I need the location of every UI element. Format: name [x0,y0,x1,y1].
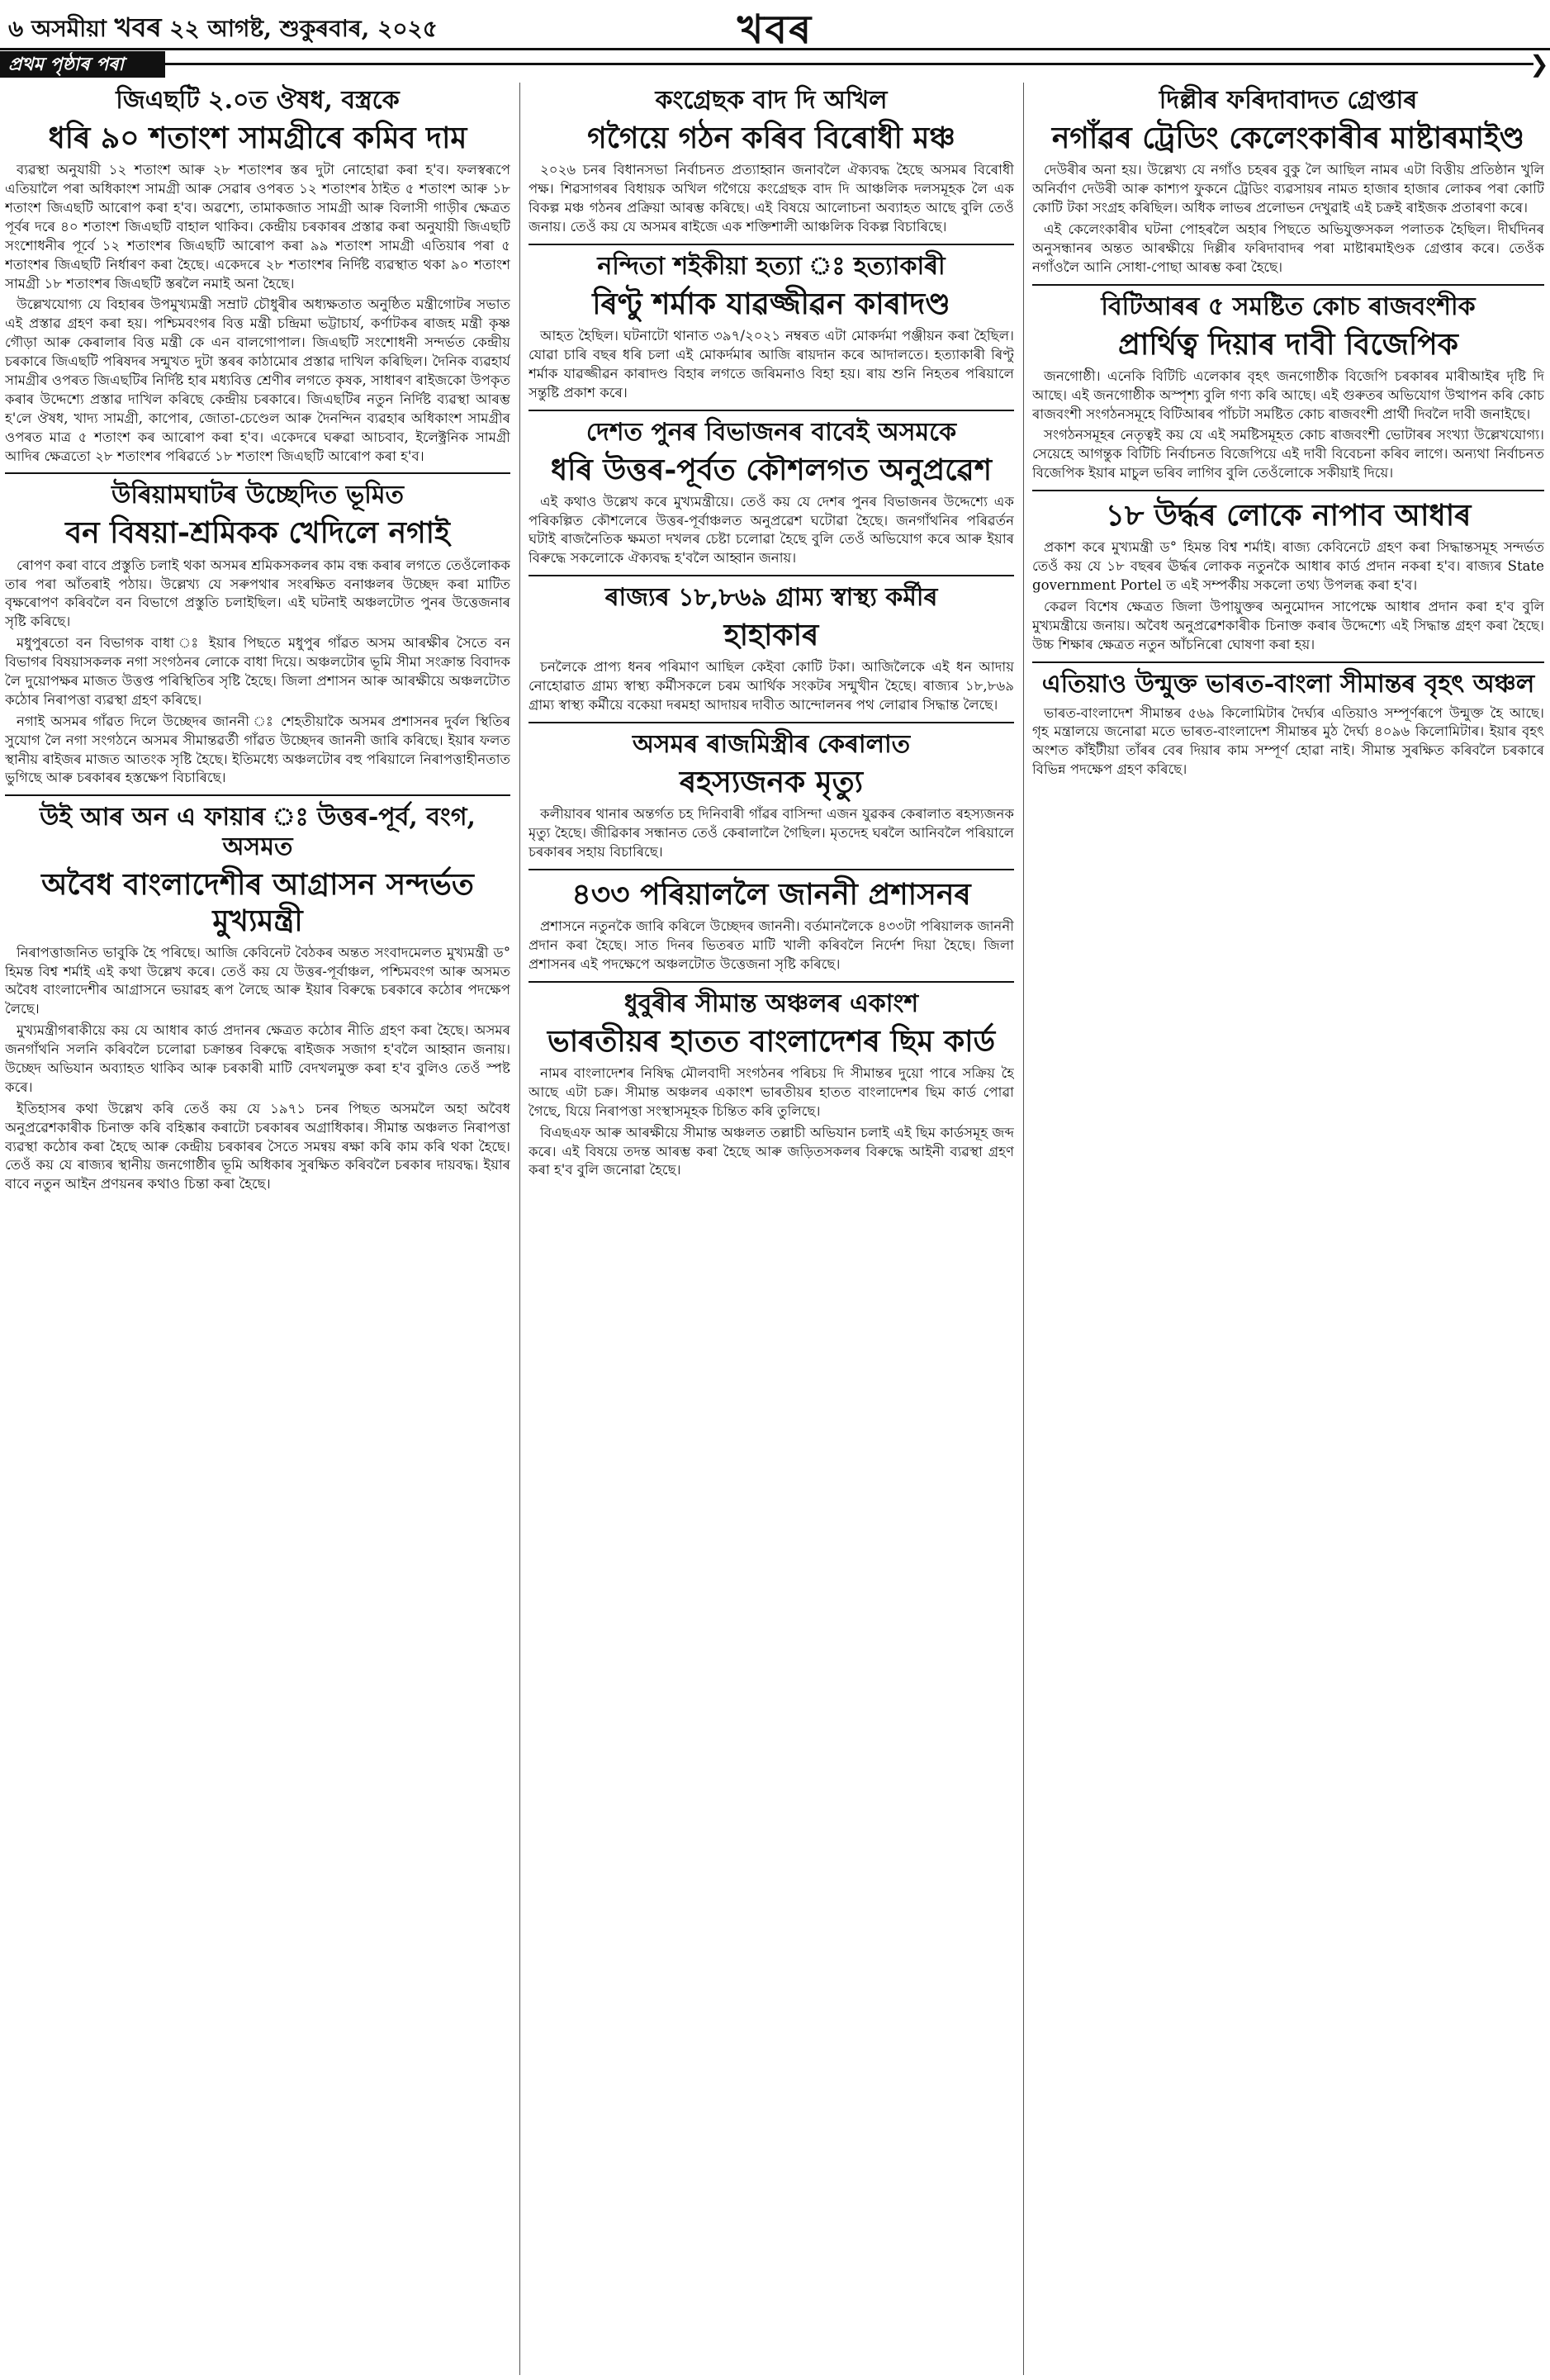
story-kicker: এতিয়াও উন্মুক্ত ভাৰত-বাংলা সীমান্তৰ বৃহৎ অঞ্চল [1041,669,1535,699]
story-aadhaar [1032,498,1544,655]
paragraph: আহত হৈছিল। ঘটনাটো থানাত ৩৯৭/২০২১ নম্বৰত এটা মোকৰ্দমা পঞ্জীয়ন কৰা হৈছিল। যোৱা চাৰি বছৰ ধৰি চলা এই মোকৰ্দমাৰ আজি ৰায়দান কৰে আদালতে। হত্যাকাৰী ৰিণ্টু শৰ্মাক যাৱজ্জীৱন কাৰাদণ্ড বিহাৰ লগতে জৰিমনাও বিহা হয়। ৰায় শুনি নিহতৰ পৰিয়ালে সন্তুষ্টি প্ৰকাশ কৰে। [529,327,1014,401]
paragraph: প্ৰশাসনে নতুনকৈ জাৰি কৰিলে উচ্ছেদৰ জাননী। বৰ্তমানলৈকে ৪৩৩টা পৰিয়ালক জাননী প্ৰদান কৰা হৈছে। সাত দিনৰ ভিতৰত মাটি খালী কৰিবলৈ নিৰ্দেশ দিয়া হৈছে। জিলা প্ৰশাসনৰ এই পদক্ষেপে অঞ্চলটোত উত্তেজনা সৃষ্টি কৰিছে। [529,918,1014,972]
page-number: ৬ [8,15,24,42]
story-headline: অবৈধ বাংলাদেশীৰ আগ্ৰাসন সন্দৰ্ভত মুখ্যমন্ত্ৰী [41,867,474,938]
story-headline: ৰিণ্টু শৰ্মাক যাৱজ্জীৱন কাৰাদণ্ড [592,286,950,321]
story-divider [1032,661,1544,663]
story-433-families [529,877,1014,974]
paragraph: মুখ্যমন্ত্ৰীগৰাকীয়ে কয় যে আধাৰ কাৰ্ড প্ৰদানৰ ক্ষেত্ৰত কঠোৰ নীতি গ্ৰহণ কৰা হৈছে। অসমৰ জনগাঁথনি সলনি কৰিবলৈ চলোৱা চক্ৰান্তৰ বিৰুদ্ধে ৰাইজক সজাগ হ'বলৈ আহ্বান জনায়। উচ্ছেদ অভিযান অব্যাহত থাকিব আৰু চৰকাৰী মাটি বেদখলমুক্ত কৰা হ'ব বুলিও তেওঁ স্পষ্ট কৰে। [5,1022,510,1095]
column-3 [1032,83,1544,2375]
story-akhil [529,86,1014,237]
story-bangladeshi [5,803,510,1194]
paragraph: ২০২৬ চনৰ বিধানসভা নিৰ্বাচনত প্ৰত্যাহ্বান জনাবলৈ ঐক্যবদ্ধ হৈছে অসমৰ বিৰোধী পক্ষ। শিৱসাগৰৰ বিধায়ক অখিল গগৈয়ে কংগ্ৰেছক বাদ দি আঞ্চলিক দলসমূহক লৈ এক বিকল্প মঞ্চ গঠনৰ প্ৰক্ৰিয়া আৰম্ভ কৰিছে। এই বিষয়ে আলোচনা অব্যাহত আছে বুলি তেওঁ জনায়। তেওঁ কয় যে অসমৰ ৰাইজে এক শক্তিশালী আঞ্চলিক বিকল্প বিচাৰিছে। [529,162,1014,235]
column-divider [519,83,520,2375]
story-body [529,161,1014,237]
paragraph: উল্লেখযোগ্য যে বিহাৰৰ উপমুখ্যমন্ত্ৰী সম্ৰাট চৌধুৰীৰ অধ্যক্ষতাত অনুষ্ঠিত মন্ত্ৰীগোটৰ সভাত এই প্ৰস্তাৱ গ্ৰহণ কৰা হয়। পশ্চিমবংগৰ বিত্ত মন্ত্ৰী চন্দ্ৰিমা ভট্টাচাৰ্য, কৰ্ণাটকৰ ৰাজহ মন্ত্ৰী কৃষ্ণ গৌড়া আৰু কেৰালাৰ বিত্ত মন্ত্ৰী কে এন বালগোপাল। জিএছটি সংশোধনী সন্দৰ্ভত কেন্দ্ৰীয় চৰকাৰে জিএছটি পৰিষদৰ সন্মুখত দুটা স্তৰৰ কাঠামোৰ প্ৰস্তাৱ দাখিল কৰিছিল। দৈনিক ব্যৱহাৰ্য সামগ্ৰীৰ ওপৰত জিএছটিৰ নিৰ্দিষ্ট হাৰ মধ্যবিত্ত শ্ৰেণীৰ লগতে কৃষক, সাধাৰণ ৰাইজকো উপকৃত কৰাৰ উদ্দেশ্যে প্ৰস্তাৱ দাখিল কৰিছে কেন্দ্ৰীয় চৰকাৰে। জিএছটিৰ নতুন নিৰ্দিষ্ট ব্যৱস্থা আৰম্ভ হ'লে ঔষধ, খাদ্য সামগ্ৰী, কাপোৰ, জোতা-চেণ্ডেল আৰু দৈনন্দিন ব্যৱহাৰ অধিকাংশ সামগ্ৰীৰ ওপৰত মাত্ৰ ৫ শতাংশ কৰ আৰোপ কৰা হ'ব। একেদৰে ঘৰুৱা আচবাব, ইলেক্ট্ৰনিক সামগ্ৰী আদিৰ ক্ষেত্ৰতো ২৮ শতাংশৰ পৰিৱৰ্তে ১৮ শতাংশ জিএছটি আৰোপ কৰা হ'ব। [5,296,510,464]
story-body [5,161,510,466]
story-headline: বন বিষয়া-শ্ৰমিকক খেদিলে নগাই [65,515,450,551]
story-headline: ৰহস্যজনক মৃত্যু [679,765,864,800]
story-body [529,658,1014,715]
story-body [1032,538,1544,654]
story-body [529,917,1014,974]
story-kicker: উৰিয়ামঘাটৰ উচ্ছেদিত ভূমিত [111,481,404,510]
story-kicker: বিটিআৰৰ ৫ সমষ্টিত কোচ ৰাজবংশীক [1101,292,1476,321]
story-divider [529,981,1014,983]
paragraph: বিএছএফ আৰু আৰক্ষীয়ে সীমান্ত অঞ্চলত তল্লাচী অভিযান চলাই এই ছিম কাৰ্ডসমূহ জব্দ কৰে। এই বিষয়ে তদন্ত আৰম্ভ কৰা হৈছে আৰু জড়িতসকলৰ বিৰুদ্ধে আইনী ব্যৱস্থা গ্ৰহণ কৰা হ'ব বুলি জনোৱা হৈছে। [529,1124,1014,1178]
paper-name: অসমীয়া [31,15,107,42]
story-body [529,493,1014,569]
story-nandita [529,252,1014,403]
story-divider [5,472,510,474]
paragraph: মধুপুৰতো বন বিভাগক বাধা ঃ ইয়াৰ পিছতে মধুপুৰ গাঁৱত অসম আৰক্ষীৰ সৈতে বন বিভাগৰ বিষয়াসকলক নগা সংগঠনৰ লোকে বাধা দিয়ে। অঞ্চলটোৰ ভূমি সীমা সংক্ৰান্ত বিবাদক লৈ দুয়োপক্ষৰ মাজত উত্তপ্ত পৰিস্থিতিৰ সৃষ্টি হৈছে। জিলা প্ৰশাসন আৰু আৰক্ষীয়ে অঞ্চলটোত কঠোৰ নিৰাপত্তা ব্যৱস্থা গ্ৰহণ কৰিছে। [5,635,510,708]
center-brand: খবৰ [737,7,813,53]
paragraph: ৰোপণ কৰা বাবে প্ৰস্তুতি চলাই থকা অসমৰ শ্ৰমিকসকলৰ কাম বন্ধ কৰাৰ লগতে তেওঁলোকক তাৰ পৰা আঁতৰাই পঠায়। উল্লেখ্য যে সৰুপথাৰ সংৰক্ষিত বনাঞ্চলৰ উচ্ছেদ কৰা মাটিত বৃক্ষৰোপণ কৰিবলৈ বন বিভাগে প্ৰস্তুতি চলাইছিল। এই ঘটনাই অঞ্চলটোত পুনৰ উত্তেজনাৰ সৃষ্টি কৰিছে। [5,557,510,630]
section-band [0,51,1550,78]
story-health-workers [529,583,1014,715]
story-kicker: নন্দিতা শইকীয়া হত্যা ঃ হত্যাকাৰী [597,251,946,281]
story-body [1032,161,1544,277]
column-1 [5,83,510,2375]
paper-brand: খবৰ [114,12,162,43]
story-body [529,1064,1014,1180]
story-headline: হাহাকাৰ [723,618,819,653]
story-divider [529,575,1014,576]
paragraph: ভাৰত-বাংলাদেশ সীমান্তৰ ৫৬৯ কিলোমিটাৰ দৈৰ্ঘ্যৰ এতিয়াও সম্পূৰ্ণৰূপে উন্মুক্ত হৈ আছে। গৃহ মন্ত্ৰালয়ে জনোৱা মতে ভাৰত-বাংলাদেশ সীমান্তৰ মুঠ দৈৰ্ঘ্য ৪০৯৬ কিলোমিটাৰ। ইয়াৰ বৃহৎ অংশত কাঁইটীয়া তাঁৰৰ বেৰ দিয়াৰ কাম সম্পূৰ্ণ হোৱা নাই। সীমান্ত সুৰক্ষিত কৰিবলৈ চৰকাৰে বিভিন্ন পদক্ষেপ গ্ৰহণ কৰিছে। [1032,704,1544,778]
paragraph: নগাই অসমৰ গাঁৱত দিলে উচ্ছেদৰ জাননী ঃ শেহতীয়াকৈ অসমৰ প্ৰশাসনৰ দুৰ্বল স্থিতিৰ সুযোগ লৈ নগা সংগঠনে অসমৰ সীমান্তৱৰ্তী গাঁৱত উচ্ছেদৰ জাননী জাৰি কৰিছে। ইয়াৰ ফলত স্থানীয় ৰাইজৰ মাজত আতংক সৃষ্টি হৈছে। ইতিমধ্যে অঞ্চলটোৰ বহু পৰিয়ালে নিৰাপত্তাহীনতাত ভুগিছে আৰু চৰকাৰৰ হস্তক্ষেপ বিচাৰিছে। [5,713,510,786]
paragraph: কেৱল বিশেষ ক্ষেত্ৰত জিলা উপায়ুক্তৰ অনুমোদন সাপেক্ষে আধাৰ প্ৰদান কৰা হ'ব বুলি মুখ্যমন্ত্ৰীয়ে জনায়। অবৈধ অনুপ্ৰৱেশকাৰীক চিনাক্ত কৰাৰ উদ্দেশ্যে এই সিদ্ধান্ত গ্ৰহণ কৰা হৈছে। উচ্চ শিক্ষাৰ ক্ষেত্ৰত নতুন আঁচনিৰো ঘোষণা কৰা হয়। [1032,598,1544,652]
story-kicker: অসমৰ ৰাজমিস্ত্ৰীৰ কেৰালাত [632,730,911,760]
paragraph: চনলৈকে প্ৰাপ্য ধনৰ পৰিমাণ আছিল কেইবা কোটি টকা। আজিলৈকে এই ধন আদায় নোহোৱাত গ্ৰাম্য স্বাস্থ্য কৰ্মীসকলে চৰম আৰ্থিক সংকটৰ সন্মুখীন হৈছে। ৰাজ্যৰ ১৮,৮৬৯ গ্ৰাম্য স্বাস্থ্য কৰ্মীয়ে বকেয়া দৰমহা আদায়ৰ দাবীত আন্দোলনৰ পথ লোৱাৰ সিদ্ধান্ত লৈছে। [529,659,1014,714]
story-gst [5,86,510,466]
story-uriamghat [5,481,510,788]
story-body [529,327,1014,403]
story-divider [529,244,1014,245]
paragraph: নামৰ বাংলাদেশৰ নিষিদ্ধ মৌলবাদী সংগঠনৰ পৰিচয় দি সীমান্তৰ দুয়ো পাৰে সক্ৰিয় হৈ আছে এটা চক্ৰ। সীমান্ত অঞ্চলৰ একাংশ ভাৰতীয়ৰ হাতত বাংলাদেশৰ ছিম কাৰ্ড পোৱা গৈছে, যিয়ে নিৰাপত্তা সংস্থাসমূহক চিন্তিত কৰি তুলিছে। [529,1065,1014,1119]
column-divider [1023,83,1024,2375]
paragraph: এই কথাও উল্লেখ কৰে মুখ্যমন্ত্ৰীয়ে। তেওঁ কয় যে দেশৰ পুনৰ বিভাজনৰ উদ্দেশ্যে এক পৰিকল্পিত কৌশলেৰে উত্তৰ-পূৰ্বাঞ্চলত অনুপ্ৰৱেশ ঘটোৱা হৈছে। জনগাঁথনিৰ পৰিৱৰ্তন ঘটাই ৰাজনৈতিক ক্ষমতা দখলৰ চেষ্টা চলোৱা হৈছে বুলি তেওঁ অভিযোগ কৰে আৰু ইয়াৰ বিৰুদ্ধে সকলোকে ঐক্যবদ্ধ হ'বলৈ আহ্বান জনায়। [529,493,1014,567]
story-divider [529,410,1014,411]
section-rule [165,63,1533,65]
story-divider [1032,490,1544,491]
masthead [0,0,1550,53]
paragraph: কলীয়াবৰ থানাৰ অন্তৰ্গত চহ দিনিবাৰী গাঁৱৰ বাসিন্দা এজন যুৱকৰ কেৰালাত ৰহস্যজনক মৃত্যু হৈছে। জীৱিকাৰ সন্ধানত তেওঁ কেৰালালৈ গৈছিল। মৃতদেহ ঘৰলৈ আনিবলৈ পৰিয়ালে চৰকাৰৰ সহায় বিচাৰিছে। [529,806,1014,860]
story-divider [1032,284,1544,286]
paragraph: নিৰাপত্তাজনিত ভাবুকি হৈ পৰিছে। আজি কেবিনেট বৈঠকৰ অন্তত সংবাদমেলত মুখ্যমন্ত্ৰী ড° হিমন্ত বিশ্ব শৰ্মাই এই কথা উল্লেখ কৰে। তেওঁ কয় যে উত্তৰ-পূৰ্বাঞ্চল, পশ্চিমবংগ আৰু অসমত অবৈধ বাংলাদেশীৰ আগ্ৰাসনে ভয়াৱহ ৰূপ লৈছে আৰু ইয়াৰ বিৰুদ্ধে চৰকাৰে কঠোৰ পদক্ষেপ লৈছে। [5,944,510,1017]
story-body [1032,704,1544,780]
story-headline: ধৰি ৯০ শতাংশ সামগ্ৰীৰে কমিব দাম [48,121,467,155]
story-sim-card [529,989,1014,1181]
story-body [5,944,510,1195]
paragraph: ব্যৱস্থা অনুযায়ী ১২ শতাংশ আৰু ২৮ শতাংশৰ স্তৰ দুটা নোহোৱা কৰা হ'ব। ফলস্বৰূপে এতিয়ালৈ পৰা অধিকাংশ সামগ্ৰী আৰু সেৱাৰ ওপৰত ১২ শতাংশৰ ঠাইত ৫ শতাংশ আৰু ১৮ শতাংশ জিএছটি আৰোপ কৰা হ'ব। অৱশ্যে, তামাকজাত সামগ্ৰী আৰু বিলাসী গাড়ীৰ ক্ষেত্ৰত পূৰ্বৰ দৰে ৪০ শতাংশ জিএছটি বাহাল থাকিব। কেন্দ্ৰীয় চৰকাৰৰ প্ৰস্তাৱ কৰা অনুযায়ী জিএছটি সংশোধনীৰ পূৰ্বে ১২ শতাংশৰ জিএছটি আৰোপ কৰা ৯৯ শতাংশ সামগ্ৰী এতিয়াৰ পৰা ৫ শতাংশৰ জিএছটি নিৰ্ধাৰণ কৰা হৈছে। একেদৰে ২৮ শতাংশৰ নিৰ্দিষ্ট ব্যৱস্থাত থকা ৯০ শতাংশ সামগ্ৰী ১৮ শতাংশৰ জিএছটি স্তৰলৈ নমাই অনা হৈছে। [5,162,510,292]
story-headline: ১৮ উৰ্দ্ধৰ লোকে নাপাব আধাৰ [1105,498,1472,533]
story-kicker: ধুবুৰীৰ সীমান্ত অঞ্চলৰ একাংশ [623,989,919,1018]
story-divider [5,794,510,796]
story-kerala [529,730,1014,862]
story-kicker: দেশত পুনৰ বিভাজনৰ বাবেই অসমকে [585,417,957,447]
story-kicker: ৰাজ্যৰ ১৮,৮৬৯ গ্ৰাম্য স্বাস্থ্য কৰ্মীৰ [604,583,938,613]
story-body [5,557,510,789]
paragraph: সংগঠনসমূহৰ নেতৃত্বই কয় যে এই সমষ্টিসমূহত কোচ ৰাজবংশী ভোটাৰৰ সংখ্যা উল্লেখযোগ্য। সেয়েহে আগন্তুক বিটিচি নিৰ্বাচনত বিজেপিয়ে এই দাবী বিবেচনা কৰিব লাগে। অন্যথা নিৰ্বাচনত বিজেপিক ইয়াৰ মাচুল ভৰিব লাগিব বুলি তেওঁলোকে সকীয়াই দিয়ে। [1032,427,1544,481]
paragraph: এই কেলেংকাৰীৰ ঘটনা পোহৰলৈ অহাৰ পিছতে অভিযুক্তসকল পলাতক হৈছিল। দীৰ্ঘদিনৰ অনুসন্ধানৰ অন্তত আৰক্ষীয়ে দিল্লীৰ ফৰিদাবাদৰ পৰা মাষ্টাৰমাইণ্ডক গ্ৰেপ্তাৰ কৰে। তেওঁক নগাঁওলৈ আনি সোধা-পোছা আৰম্ভ কৰা হৈছে। [1032,220,1544,275]
paragraph: প্ৰকাশ কৰে মুখ্যমন্ত্ৰী ড° হিমন্ত বিশ্ব শৰ্মাই। ৰাজ্য কেবিনেটে গ্ৰহণ কৰা সিদ্ধান্তসমূহ সন্দৰ্ভত তেওঁ কয় যে ১৮ বছৰৰ ঊৰ্দ্ধৰ লোকক নতুনকৈ আধাৰ কাৰ্ড প্ৰদান নকৰা হ'ব। ৰাজ্যৰ State government Portel ত এই সম্পৰ্কীয় সকলো তথ্য উপলব্ধ কৰা হ'ব। [1032,539,1544,594]
story-divider [529,722,1014,723]
story-kicker: দিল্লীৰ ফৰিদাবাদত গ্ৰেপ্তাৰ [1159,86,1418,115]
paragraph: জনগোষ্ঠী। এনেকি বিটিচি এলেকাৰ বৃহৎ জনগোষ্ঠীক বিজেপি চৰকাৰৰ মাৰীআইৰ দৃষ্টি দি আছে। এই জনগোষ্ঠীক অস্পৃশ্য বুলি গণ্য কৰি আছে। এই গুৰুতৰ অভিযোগ উত্থাপন কৰি কোচ ৰাজবংশী সংগঠনসমূহে বিটিআৰৰ পাঁচটা সমষ্টিত কোচ ৰাজবংশী প্ৰাৰ্থী দিবলৈ দাবী জনাইছে। [1032,367,1544,422]
column-2 [529,83,1014,2375]
story-body [1032,367,1544,483]
story-headline: ভাৰতীয়ৰ হাতত বাংলাদেশৰ ছিম কাৰ্ড [547,1023,996,1059]
story-headline: গগৈয়ে গঠন কৰিব বিৰোধী মঞ্চ [587,121,955,155]
story-border [1032,670,1544,780]
story-btr-koch [1032,292,1544,484]
issue-date: ২২ আগষ্ট, শুকুৰবাৰ, ২০২৫ [169,15,438,42]
story-divider [529,869,1014,870]
story-headline: প্ৰাৰ্থিত্ব দিয়াৰ দাবী বিজেপিক [1118,326,1458,362]
story-partition [529,418,1014,569]
story-headline: ৪৩৩ পৰিয়াললৈ জাননী প্ৰশাসনৰ [571,876,971,912]
story-kicker: উই আৰ অন এ ফায়াৰ ঃ উত্তৰ-পূৰ্ব, বংগ, অসমত [40,803,476,862]
story-kicker: জিএছটি ২.০ত ঔষধ, বস্ত্ৰকে [116,86,400,115]
chevron-right-icon: ❯ [1529,50,1549,78]
paragraph: ইতিহাসৰ কথা উল্লেখ কৰি তেওঁ কয় যে ১৯৭১ চনৰ পিছত অসমলৈ অহা অবৈধ অনুপ্ৰৱেশকাৰীক চিনাক্ত কৰি বহিষ্কাৰ কৰাটো চৰকাৰৰ অগ্ৰাধিকাৰ। সীমান্ত অঞ্চলত নিৰাপত্তা ব্যৱস্থা কঠোৰ কৰা হৈছে আৰু কেন্দ্ৰীয় চৰকাৰৰ সৈতে সমন্বয় ৰক্ষা কৰি কাম কৰি থকা হৈছে। তেওঁ কয় যে ৰাজ্যৰ স্থানীয় জনগোষ্ঠীৰ ভূমি অধিকাৰ সুৰক্ষিত কৰিবলৈ চৰকাৰ দায়বদ্ধ। ইয়াৰ বাবে নতুন আইন প্ৰণয়নৰ কথাও চিন্তা কৰা হৈছে। [5,1100,510,1192]
story-trading-scam [1032,86,1544,277]
story-body [529,805,1014,862]
section-label: প্ৰথম পৃষ্ঠাৰ পৰা [0,51,165,78]
story-kicker: কংগ্ৰেছক বাদ দি অখিল [655,86,888,115]
paragraph: দেউৰীৰ অনা হয়। উল্লেখ্য যে নগাঁও চহৰৰ বুকু লৈ আছিল নামৰ এটা বিত্তীয় প্ৰতিষ্ঠান খুলি অনিৰ্বাণ দেউৰী আৰু কাশ্যপ ফুকনে ট্ৰেডিং ব্যৱসায়ৰ নামত হাজাৰ হাজাৰ লোকৰ পৰা কোটি কোটি টকা সংগ্ৰহ কৰিছিল। অধিক লাভৰ প্ৰলোভন দেখুৱাই এই চক্ৰই ৰাইজক প্ৰতাৰণা কৰে। [1032,162,1544,216]
story-headline: নগাঁৱৰ ট্ৰেডিং কেলেংকাৰীৰ মাষ্টাৰমাইণ্ড [1051,121,1525,155]
story-headline: ধৰি উত্তৰ-পূৰ্বত কৌশলগত অনুপ্ৰৱেশ [550,452,993,487]
